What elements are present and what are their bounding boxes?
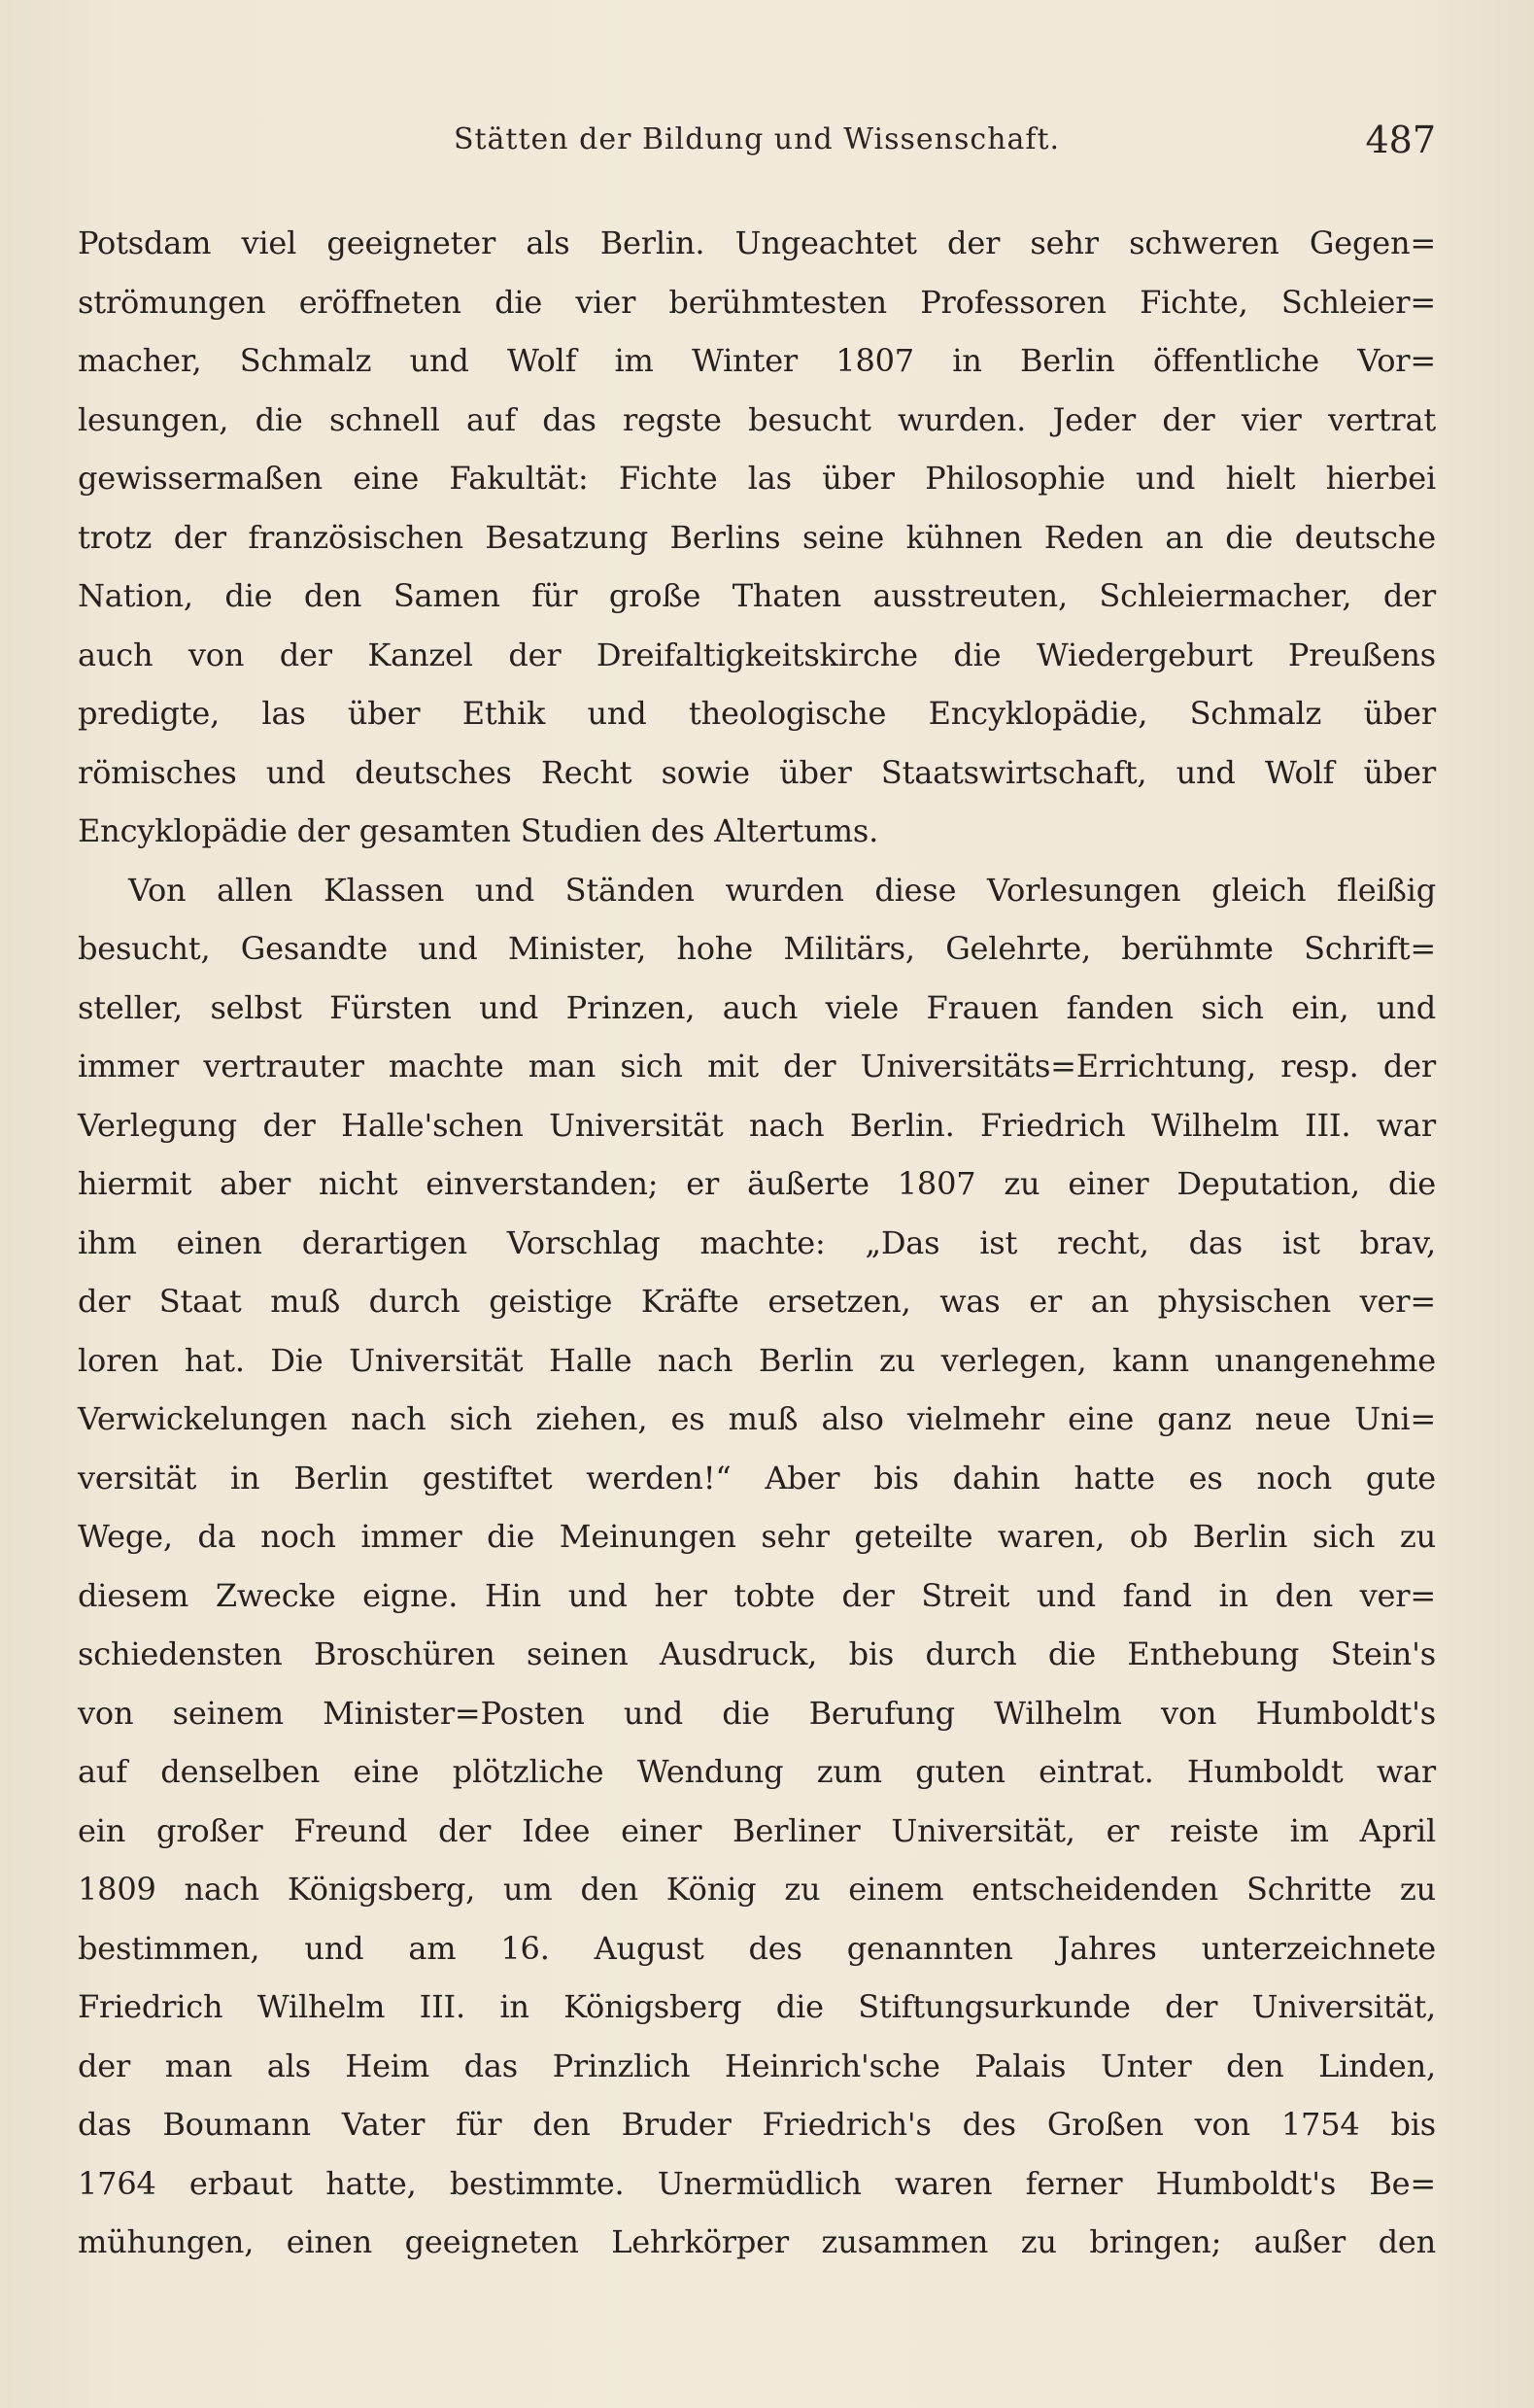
text-line: römisches und deutsches Recht sowie über Staatswirtschaft, und Wolf über xyxy=(78,753,1436,791)
text-line: ein großer Freund der Idee einer Berliner Universität, er reiste im April xyxy=(78,1811,1436,1849)
text-line: Wege, da noch immer die Meinungen sehr geteilte waren, ob Berlin sich zu xyxy=(78,1518,1436,1555)
paragraph-end-line: Encyklopädie der gesamten Studien des Altertums. xyxy=(78,812,879,849)
running-head: Stätten der Bildung und Wissenschaft. xyxy=(453,122,1061,156)
text-line: hiermit aber nicht einverstanden; er äußerte 1807 zu einer Deputation, die xyxy=(78,1165,1436,1202)
text-line: diesem Zwecke eigne. Hin und her tobte der Streit und fand in den ver= xyxy=(78,1576,1436,1614)
text-line: predigte, las über Ethik und theologische Encyklopädie, Schmalz über xyxy=(78,695,1436,732)
text-line: Verwickelungen nach sich ziehen, es muß also vielmehr eine ganz neue Uni= xyxy=(78,1400,1436,1437)
body-text xyxy=(78,214,1436,2272)
text-line: mühungen, einen geeigneten Lehrkörper zusammen zu bringen; außer den xyxy=(78,2223,1436,2260)
text-line: Verlegung der Halle'schen Universität nach Berlin. Friedrich Wilhelm III. war xyxy=(78,1106,1436,1144)
text-line: immer vertrauter machte man sich mit der Universitäts=Errichtung, resp. der xyxy=(78,1048,1436,1084)
text-line: das Boumann Vater für den Bruder Friedrich's des Großen von 1754 bis xyxy=(78,2106,1436,2143)
text-line: der Staat muß durch geistige Kräfte ersetzen, was er an physischen ver= xyxy=(78,1283,1436,1320)
text-line: loren hat. Die Universität Halle nach Berlin zu verlegen, kann unangenehme xyxy=(78,1341,1436,1379)
text-line: Friedrich Wilhelm III. in Königsberg die Stiftungsurkunde der Universität, xyxy=(78,1988,1436,2025)
text-line: steller, selbst Fürsten und Prinzen, auch viele Frauen fanden sich ein, und xyxy=(78,988,1436,1026)
text-line: strömungen eröffneten die vier berühmtesten Professoren Fichte, Schleier= xyxy=(78,283,1436,321)
page-header xyxy=(78,115,1436,173)
text-line: besucht, Gesandte und Minister, hohe Militärs, Gelehrte, berühmte Schrift= xyxy=(78,930,1436,967)
text-line: ihm einen derartigen Vorschlag machte: „Das ist recht, das ist brav, xyxy=(78,1223,1436,1261)
text-line: Potsdam viel geeigneter als Berlin. Ungeachtet der sehr schweren Gegen= xyxy=(78,224,1436,261)
text-line: bestimmen, und am 16. August des genannten Jahres unterzeichnete xyxy=(78,1929,1436,1967)
text-line: 1764 erbaut hatte, bestimmte. Unermüdlich waren ferner Humboldt's Be= xyxy=(78,2164,1436,2202)
text-line: lesungen, die schnell auf das regste besucht wurden. Jeder der vier vertrat xyxy=(78,400,1436,438)
text-line: schiedensten Broschüren seinen Ausdruck, bis durch die Enthebung Stein's xyxy=(78,1635,1436,1672)
paragraph-start-line: Von allen Klassen und Ständen wurden diese Vorlesungen gleich fleißig xyxy=(128,871,1436,909)
text-line: 1809 nach Königsberg, um den König zu einem entscheidenden Schritte zu xyxy=(78,1871,1436,1908)
text-line: auch von der Kanzel der Dreifaltigkeitskirche die Wiedergeburt Preußens xyxy=(78,636,1436,673)
text-line: Nation, die den Samen für große Thaten ausstreuten, Schleiermacher, der xyxy=(78,577,1436,614)
text-line: von seinem Minister=Posten und die Berufung Wilhelm von Humboldt's xyxy=(78,1694,1436,1732)
text-line: trotz der französischen Besatzung Berlins seine kühnen Reden an die deutsche xyxy=(78,518,1436,556)
text-line: der man als Heim das Prinzlich Heinrich'sche Palais Unter den Linden, xyxy=(78,2047,1436,2084)
text-line: macher, Schmalz und Wolf im Winter 1807 in Berlin öffentliche Vor= xyxy=(78,342,1436,379)
text-line: auf denselben eine plötzliche Wendung zum guten eintrat. Humboldt war xyxy=(78,1753,1436,1790)
text-line: gewissermaßen eine Fakultät: Fichte las über Philosophie und hielt hierbei xyxy=(78,460,1436,497)
text-line: versität in Berlin gestiftet werden!“ Aber bis dahin hatte es noch gute xyxy=(78,1459,1436,1496)
page-number: 487 xyxy=(1365,119,1436,161)
